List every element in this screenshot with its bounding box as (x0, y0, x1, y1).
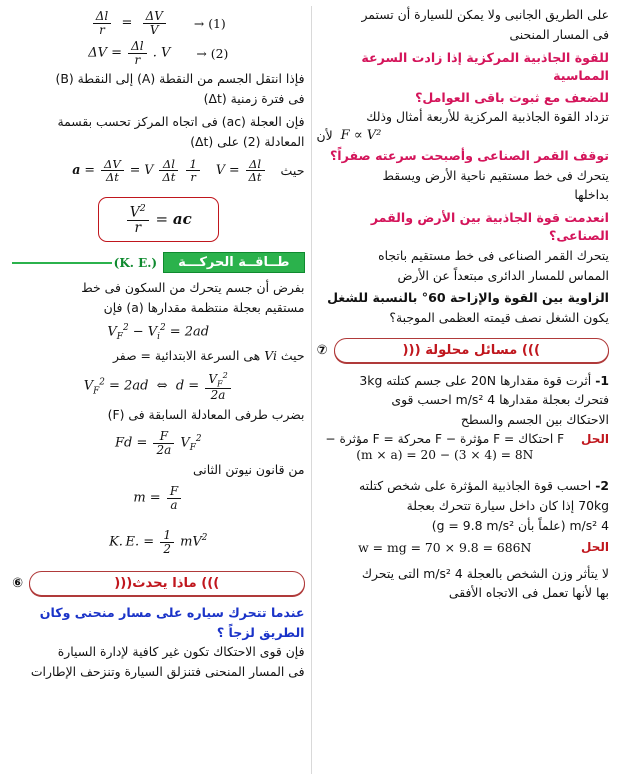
centripetal-formula-box-wrap (12, 197, 305, 243)
paragraph-1-line-2: فى فترة زمنية (Δt) (203, 91, 305, 107)
problem-2-solution-row (317, 540, 610, 555)
intro-line-1: على الطريق الجانبى ولا يمكن للسيارة أن تستمر (361, 7, 609, 22)
equation-2-row (12, 40, 305, 66)
problem-2-note-line-1: لا يتأثر وزن الشخص بالعجلة 4 m/s² التى يتحرك (361, 565, 609, 581)
ke-line-5: من قانون نيوتن الثانى (192, 462, 305, 478)
question-1-answer-math: F ∝ V² (340, 128, 382, 144)
equation-2: ΔV = $\frac{\Delta l}{r}$ . V (88, 39, 171, 67)
what-happens-number: ⑥ (12, 576, 24, 592)
solved-problems-number: ⑦ (316, 342, 328, 358)
problem-1-line-1: أثرت قوة مقدارها 20N على جسم كتلته 3kg (359, 372, 592, 388)
what-happens-banner-text: ))) ماذا يحدث((( (29, 571, 304, 596)
ke-equation-4: m = $\frac{F}{a}$ (12, 485, 305, 511)
kinetic-energy-rule (12, 262, 112, 264)
what-happens-answer-line-1: فإن قوى الاحتكاك تكون غير كافية لإدارة السيارة (57, 643, 305, 659)
solved-problems-banner (317, 338, 610, 363)
question-1-answer-prefix: لأن (316, 128, 333, 144)
question-2-answer-line-2: بداخلها (574, 187, 609, 203)
question-1-heading-line-2: للضعف مع ثبوت باقى العوامل؟ (415, 90, 609, 106)
ke-line-3-text: هى السرعة الابتدائية = صفر (112, 348, 261, 364)
kinetic-energy-abbrev: (K. E.) (113, 255, 158, 270)
solved-problems-banner-text: ))) مسائل محلولة ((( (334, 338, 609, 363)
what-happens-question-line-2: الطريق لزجاً ؟ (216, 624, 305, 640)
what-happens-answer-line-2: فى المسار المنحنى فتنزلق السيارة وتنزحف الإطارات (30, 663, 305, 679)
problem-2-line-2: 70kg إذا كان داخل سيارة تتحرك بعجلة (406, 497, 609, 513)
equation-2-tag: → (2) (196, 45, 229, 61)
ke-line-4: بضرب طرفى المعادلة السابقة فى (F) (107, 407, 305, 423)
derivation-where-label: حيث (280, 162, 305, 178)
ke-line-1: بفرض أن جسم يتحرك من السكون فى خط (81, 280, 305, 296)
ke-line-3-where: حيث (280, 348, 305, 364)
ke-line-2: مستقيم بعجلة منتظمة مقدارها (a) فإن (103, 300, 305, 316)
problem-2-solution-label: الحل (581, 539, 609, 554)
kinetic-energy-section-header (12, 252, 305, 273)
derivation-velocity-eq: V = $\frac{\Delta l}{\Delta t}$ (216, 158, 267, 183)
kinetic-energy-section-label: طــاقــة الحركـــة (163, 252, 304, 273)
equation-1-tag: → (1) (193, 15, 226, 31)
problem-2-line-3: 4 m/s² (علماً بأن g = 9.8 m/s²) (431, 517, 609, 533)
problem-2-solution-body (317, 540, 574, 555)
problem-1-solution-line-2: (m × a) = 20 − (3 × 4) = 8N (356, 448, 534, 463)
problem-1-line-3: الاحتكاك بين الجسم والسطح (460, 412, 609, 428)
problem-2 (317, 476, 610, 536)
question-2-heading: توقف القمر الصناعى وأصبحت سرعته صفراً؟ (330, 148, 609, 164)
question-4-answer: يكون الشغل نصف قيمته العظمى الموجبة؟ (389, 309, 609, 325)
problem-1-solution-body (317, 432, 574, 462)
acceleration-derivation-row (12, 158, 305, 183)
question-1-answer-line-1: تزداد القوة الجاذبية المركزية للأربعة أمثال وذلك (366, 109, 609, 125)
problem-1-solution-row (317, 432, 610, 462)
ke-line-3-symbol: Vi (264, 348, 277, 364)
problem-2-solution-line-1: w = mg = 70 × 9.8 = 686N (358, 539, 532, 555)
ke-equation-2: $V_F^2 = 2ad$ ⇔ d = $\frac{V_F^2}{2a}$ (12, 371, 305, 401)
problem-1 (317, 371, 610, 431)
problem-1-line-2: فتحرك بعجلة مقدارها 4 m/s² احسب قوى (391, 392, 609, 408)
ke-equation-1: $V_F^2 - V_i^2 = 2ad$ (107, 323, 210, 343)
problem-2-number: 2- (595, 478, 609, 494)
question-3-heading: انعدمت قوة الجاذبية بين الأرض والقمر الصناعى؟ (370, 210, 609, 244)
question-4-heading: الزاوية بين القوة والإزاحة 60° بالنسبة للشغل (327, 290, 609, 306)
paragraph-2-line-1: فإن العجلة (ac) فى اتجاه المركز تحسب بقسمة (57, 113, 305, 129)
question-2-answer-line-1: يتحرك فى خط مستقيم ناحية الأرض ويسقط (382, 167, 609, 183)
intro-line-2: فى المسار المنحنى (509, 26, 609, 42)
problem-1-solution-line-1: F احتكاك = F مؤثرة − F محركة = F مؤثرة − (325, 432, 565, 447)
derivation-acceleration-eq: a = $\frac{\Delta V}{\Delta t}$ = V $\frac{\Delta l}{\Delta t}$ $\frac{1}{r}$ (72, 158, 202, 183)
question-1-heading-line-1: للقوة الجاذبية المركزية إذا زادت السرعة المماسية (361, 49, 609, 83)
centripetal-formula-box: ac = $\frac{V^2}{r}$ (98, 197, 219, 243)
problem-1-solution-label: الحل (581, 432, 609, 447)
equation-1-row (12, 10, 305, 36)
ke-equation-5: K. E. = $\frac{1}{2}$ $mV^2$ (109, 528, 208, 556)
paragraph-2-line-2: المعادلة (2) على (Δt) (190, 133, 305, 149)
question-3-answer-line-2: المماس للمسار الدائرى مبتعداً عن الأرض (397, 267, 609, 283)
what-happens-question-line-1: عندما تتحرك سياره على مسار منحنى وكان (39, 605, 305, 621)
problem-2-line-1: احسب قوة الجاذبية المؤثرة على شخص كتلته (359, 478, 592, 494)
what-happens-banner (12, 571, 305, 596)
ke-equation-3: Fd = $\frac{F}{2a}$ $V_F^2$ (114, 429, 202, 457)
left-column (8, 6, 311, 774)
problem-2-note-line-2: بها لأنها تعمل فى الاتجاه الأفقى (448, 585, 609, 601)
right-column (311, 6, 614, 774)
problem-1-number: 1- (595, 372, 609, 388)
paragraph-1-line-1: فإذا انتقل الجسم من النقطة (A) إلى النقطة (B) (55, 71, 305, 87)
question-1-answer-math-row (317, 128, 610, 143)
ke-line-3-row (12, 347, 305, 366)
equation-1: $\frac{\Delta l}{r}$ = $\frac{\Delta V}{V}$ (91, 10, 168, 36)
question-3-answer-line-1: يتحرك القمر الصناعى فى خط مستقيم باتجاه (378, 247, 609, 263)
